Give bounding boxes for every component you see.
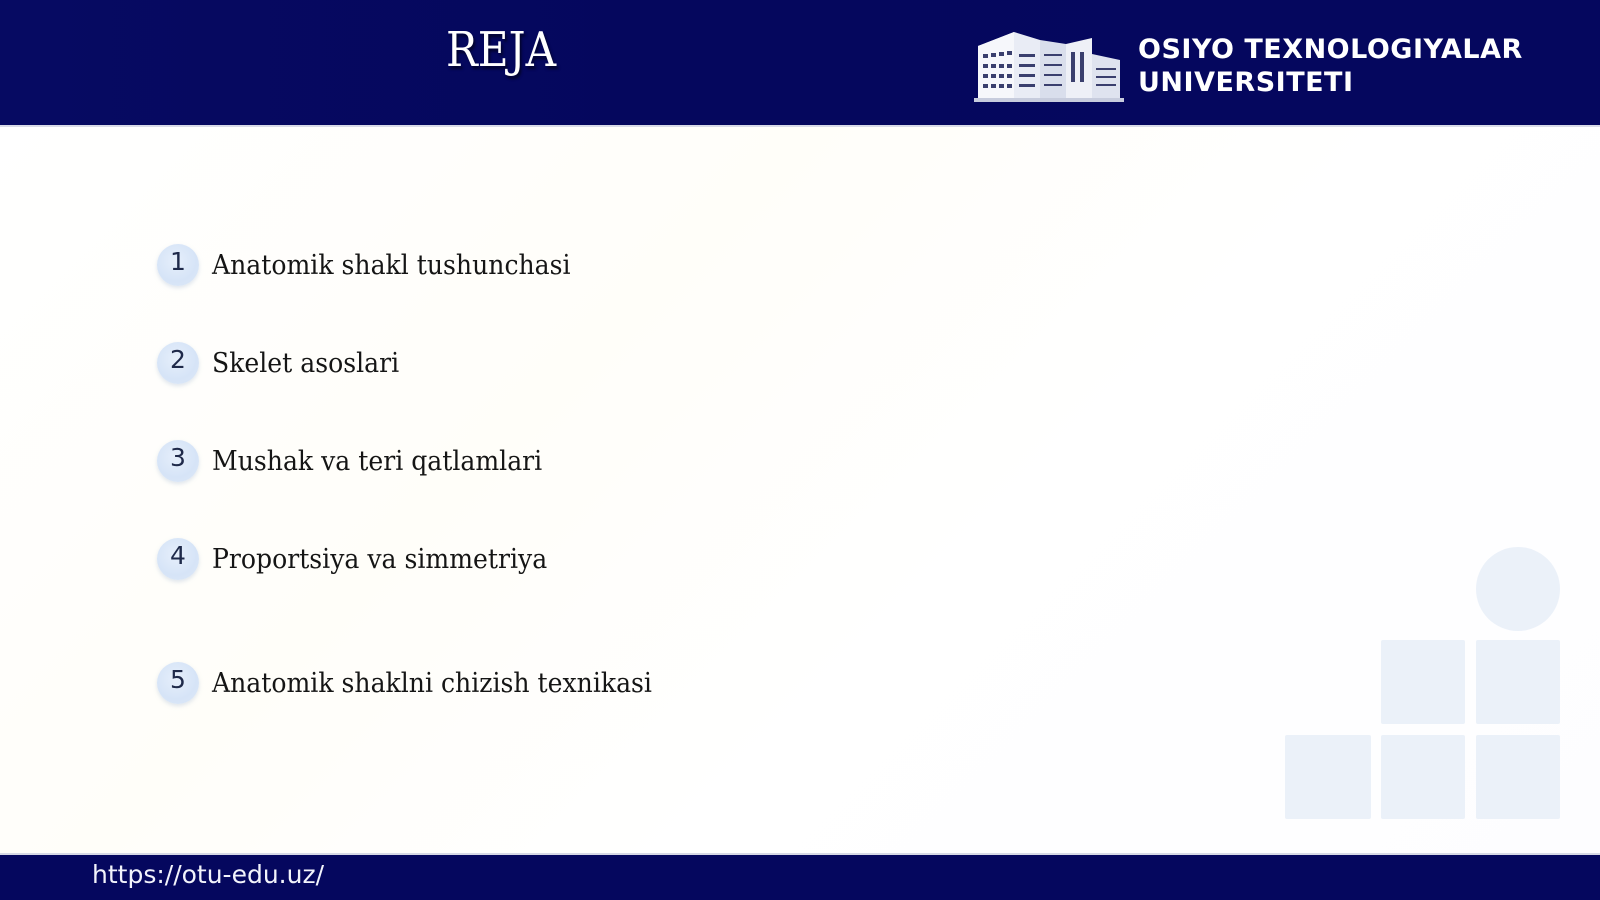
- agenda-item-2: [157, 341, 413, 385]
- agenda-item-4: [157, 537, 572, 581]
- watermark-circle: [1476, 547, 1560, 631]
- watermark-block: [1476, 735, 1560, 819]
- university-name: [1138, 33, 1523, 99]
- agenda-item-label: Anatomik shaklni chizish texnikasi: [212, 667, 652, 699]
- agenda-item-label: Proportsiya va simmetriya: [212, 543, 548, 575]
- agenda-item-3: [157, 439, 567, 483]
- watermark-block: [1285, 735, 1371, 819]
- footer-url-link[interactable]: https://otu-edu.uz/: [92, 860, 325, 889]
- university-name-line2: UNIVERSITETI: [1138, 67, 1354, 98]
- number-badge: 2: [157, 342, 199, 384]
- watermark-block: [1381, 735, 1465, 819]
- watermark-block: [1476, 640, 1560, 724]
- agenda-item-label: Mushak va teri qatlamlari: [212, 445, 543, 477]
- number-badge: 1: [157, 244, 199, 286]
- number-badge: 4: [157, 538, 199, 580]
- agenda-item-1: [157, 243, 598, 287]
- agenda-item-label: Anatomik shakl tushunchasi: [212, 249, 571, 281]
- agenda-item-5: [157, 661, 685, 705]
- agenda-item-label: Skelet asoslari: [212, 347, 400, 379]
- university-name-line1: OSIYO TEXNOLOGIYALAR: [1138, 34, 1523, 65]
- slide-title: REJA: [446, 22, 557, 78]
- number-badge: 5: [157, 662, 199, 704]
- watermark-block: [1381, 640, 1465, 724]
- university-building-icon: [974, 28, 1124, 104]
- number-badge: 3: [157, 440, 199, 482]
